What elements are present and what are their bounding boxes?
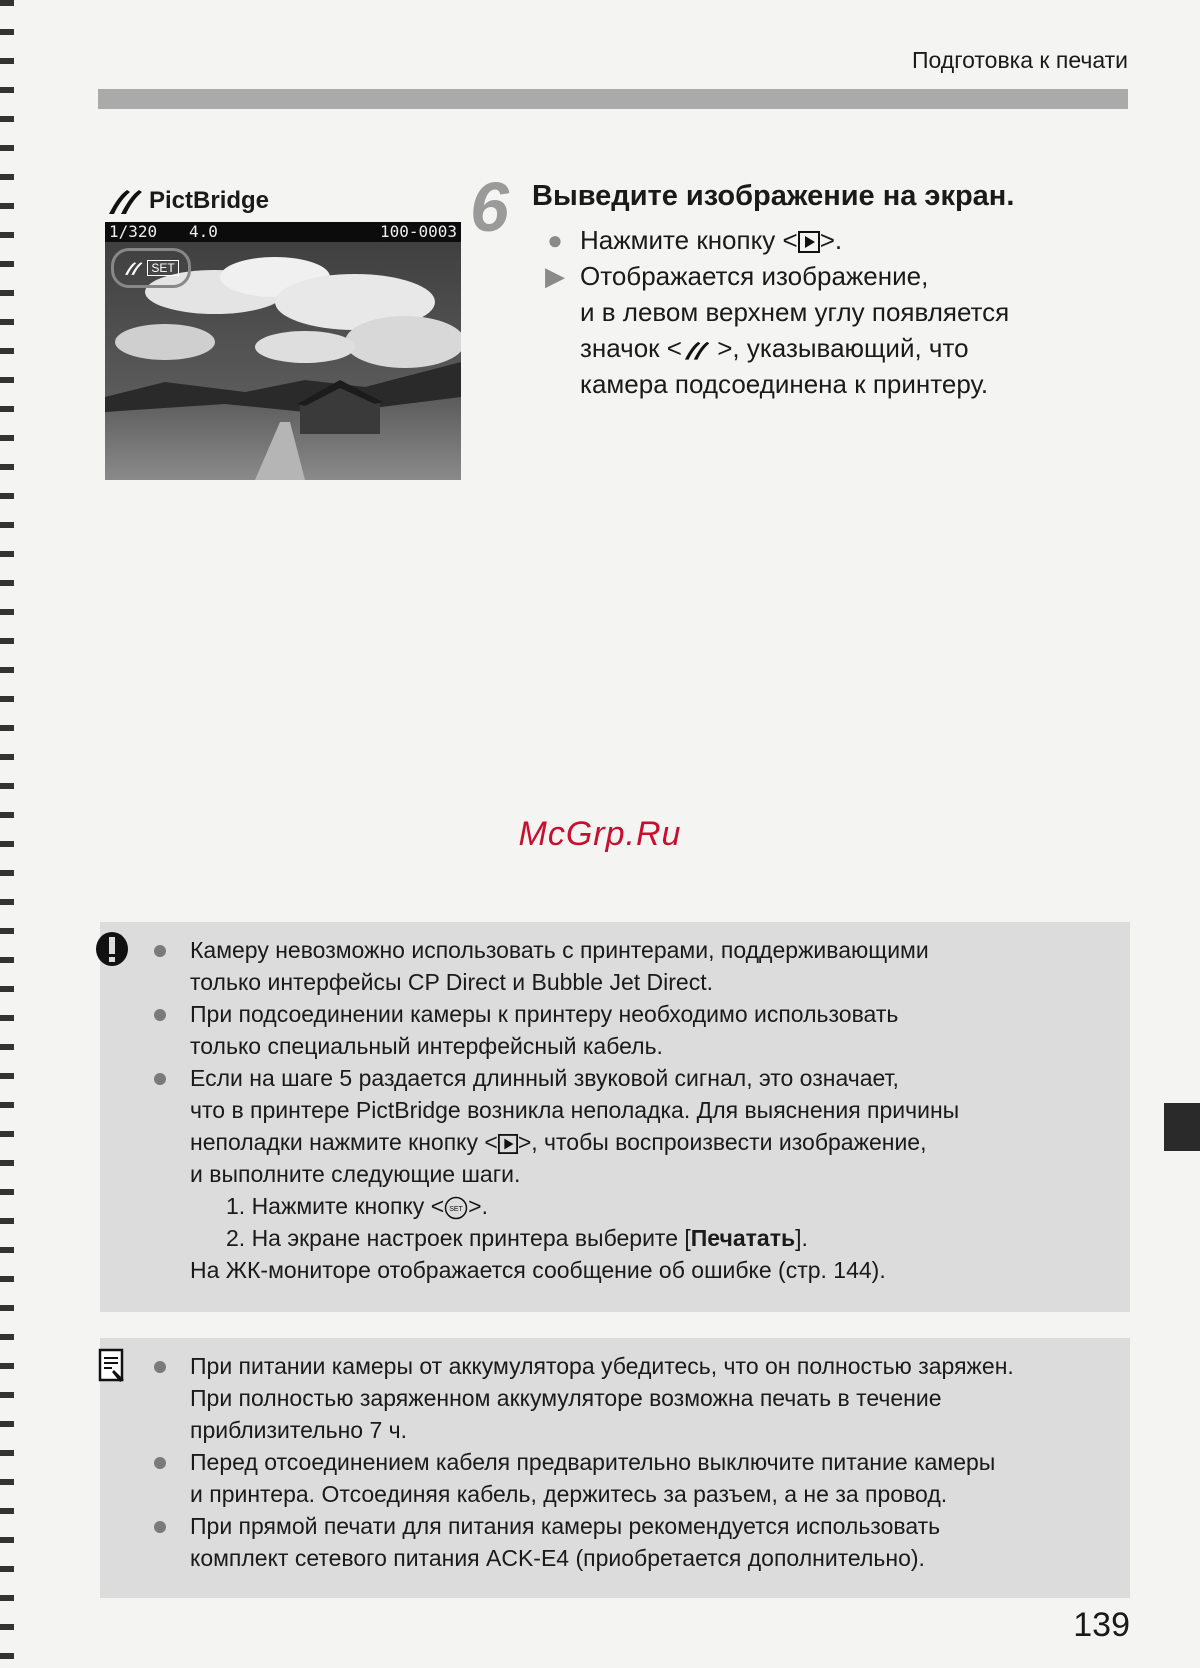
page-number: 139: [1073, 1606, 1130, 1644]
caution-substep: 2. На экране настроек принтера выберите [Печатать].: [226, 1225, 808, 1251]
memo-item: При питании камеры от аккумулятора убедитесь, что он полностью заряжен. При полностью заряженном аккумуляторе возможна печать в течение приблизительно 7 ч.: [154, 1350, 1114, 1446]
bullet-dot-icon: [154, 1009, 166, 1021]
memo-box: [100, 1338, 1130, 1598]
bullet-dot-icon: [154, 1457, 166, 1469]
memo-item: Перед отсоединением кабеля предварительно выключите питание камеры и принтера. Отсоединяя кабель, держитесь за разъем, а не за провод.: [154, 1446, 1114, 1510]
memo-icon: [94, 1346, 130, 1384]
step-number: 6: [470, 168, 509, 246]
watermark: McGrp.Ru: [518, 815, 682, 853]
set-button-icon: [444, 1196, 468, 1220]
step-result: ▶ Отображается изображение, и в левом верхнем углу появляется значок < >, указывающий, что камера подсоединена к принтеру.: [540, 258, 1100, 402]
bullet-dot-icon: [154, 1521, 166, 1533]
bullet-dot-icon: [154, 1361, 166, 1373]
pictbridge-icon: [682, 338, 710, 362]
set-label: SET: [147, 260, 178, 276]
step-title: Выведите изображение на экран.: [532, 180, 1015, 212]
caution-footer: На ЖК-мониторе отображается сообщение об ошибке (стр. 144).: [190, 1257, 886, 1283]
bullet-dot-icon: [154, 945, 166, 957]
pictbridge-text: PictBridge: [149, 187, 270, 214]
caution-substep: 1. Нажмите кнопку < SET >.: [226, 1193, 488, 1219]
lcd-info-bar: [105, 222, 461, 242]
result-line-1: Отображается изображение,: [580, 261, 929, 291]
bullet-dot-icon: [154, 1073, 166, 1085]
pictbridge-icon: [123, 260, 143, 276]
play-button-icon: [798, 231, 820, 253]
caution-icon: [94, 930, 130, 968]
step-bullet: ● Нажмите кнопку < >.: [540, 222, 1100, 258]
aperture-value: 4.0: [189, 222, 218, 241]
bullet-dot-icon: ●: [547, 225, 563, 255]
caution-item: Камеру невозможно использовать с принтерами, поддерживающими только интерфейсы CP Direct и Bubble Jet Direct.: [154, 934, 1114, 998]
result-arrow-icon: ▶: [545, 261, 565, 291]
pictbridge-icon: [105, 186, 143, 216]
shutter-speed: 1/320: [109, 222, 158, 241]
result-line-2: и в левом верхнем углу появляется: [580, 297, 1010, 327]
header-bar: [98, 89, 1128, 109]
caution-box: [100, 922, 1130, 1312]
svg-text:SET: SET: [449, 1205, 463, 1213]
chapter-tab: [1164, 1103, 1200, 1151]
pictbridge-badge: [111, 248, 191, 288]
step-instructions: [540, 222, 1100, 402]
play-button-icon: [498, 1134, 518, 1154]
memo-item: При прямой печати для питания камеры рекомендуется использовать комплект сетевого питания ACK-E4 (приобретается дополнительно).: [154, 1510, 1114, 1574]
caution-list: [154, 934, 1114, 1286]
caution-item: Если на шаге 5 раздается длинный звуковой сигнал, это означает, что в принтере PictBridge возникла неполадка. Для выяснения причины неполадки нажмите кнопку < >, чтобы воспроизвести изображение, и выполните следующие шаги.: [154, 1062, 1114, 1190]
file-number: 100-0003: [379, 222, 457, 241]
page-header-title: Подготовка к печати: [911, 47, 1128, 73]
result-line-4: камера подсоединена к принтеру.: [580, 369, 989, 399]
lcd-preview: [105, 222, 461, 480]
caution-item: При подсоединении камеры к принтеру необходимо использовать только специальный интерфейсный кабель.: [154, 998, 1114, 1062]
memo-list: [154, 1350, 1114, 1574]
pictbridge-label: [105, 186, 269, 216]
